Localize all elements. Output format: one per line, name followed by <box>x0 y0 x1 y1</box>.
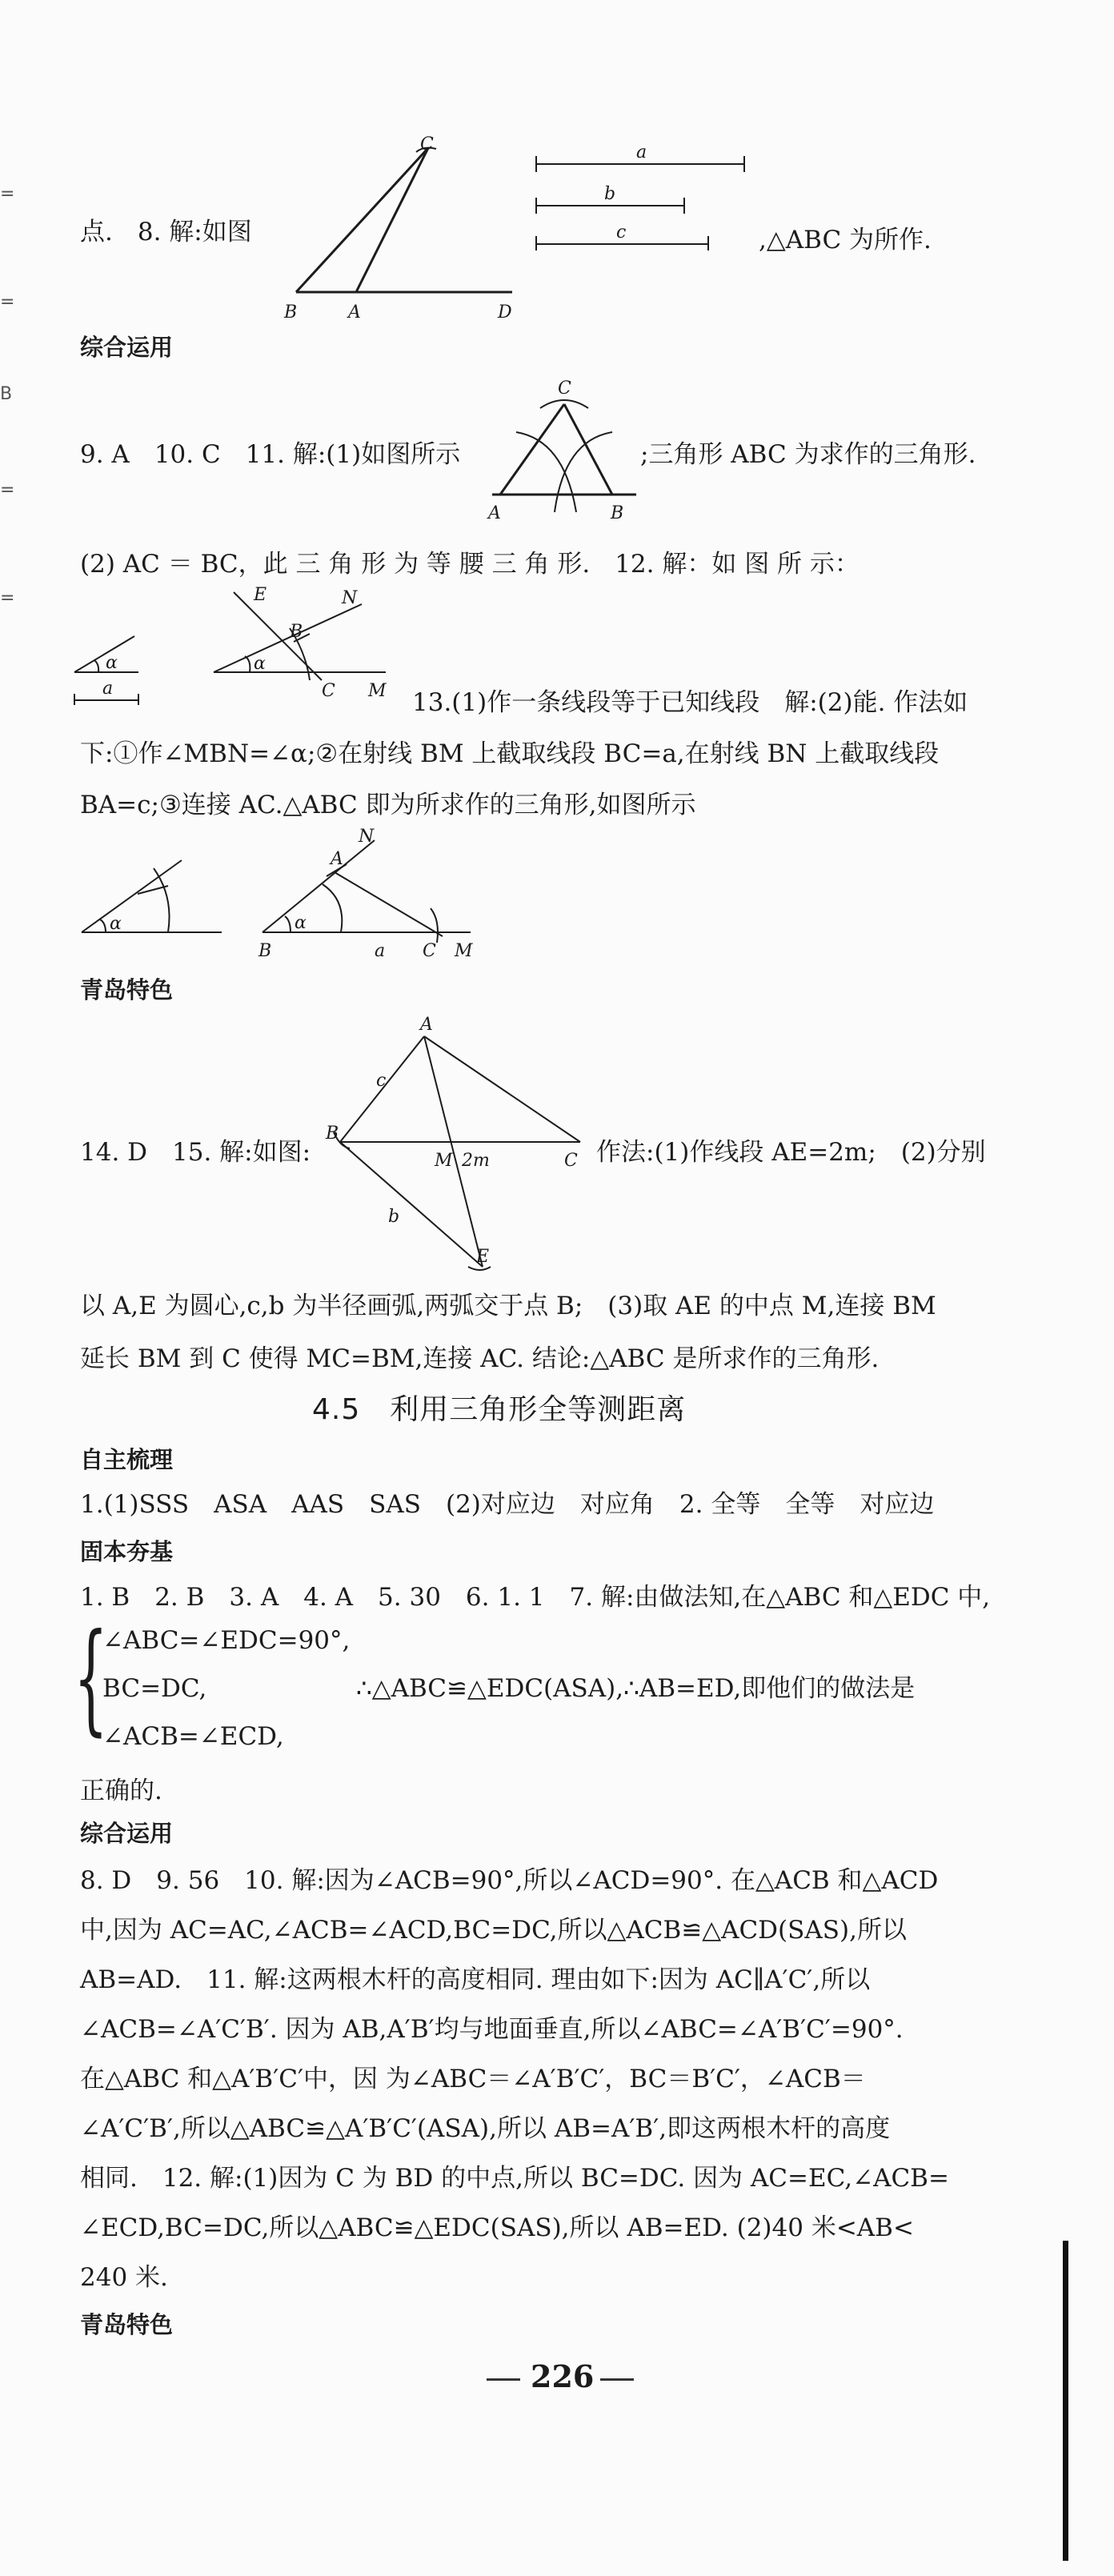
label-alpha: α <box>295 913 307 933</box>
label-c: C <box>558 379 571 399</box>
text-line: 点. 8. 解:如图 <box>80 218 252 246</box>
label-b: B <box>611 503 624 523</box>
text-line: ∠A′C′B′,所以△ABC≌△A′B′C′(ASA),所以 AB=A′B′,即这两根木杆的高度 <box>80 2114 891 2143</box>
page-number-dash <box>600 2378 634 2381</box>
margin-mark: = <box>0 292 15 312</box>
label-b: B <box>284 302 298 323</box>
label-m: M <box>368 681 387 701</box>
margin-mark: = <box>0 480 15 500</box>
page-number: 226 <box>531 2358 595 2394</box>
section-heading: 固本夯基 <box>80 1538 174 1565</box>
label-n: N <box>342 588 358 608</box>
text-line: AB=AD. 11. 解:这两根木杆的高度相同. 理由如下:因为 AC∥A′C′,所以 <box>80 1965 871 1994</box>
section-heading: 综合运用 <box>80 334 174 361</box>
margin-mark: = <box>0 184 15 204</box>
label-a: A <box>348 302 361 323</box>
label-a: A <box>488 503 501 523</box>
text-line: 240 米. <box>80 2263 168 2292</box>
text-line: 1. B 2. B 3. A 4. A 5. 30 6. 1. 1 7. 解:由做法知,在△ABC 和△EDC 中, <box>80 1583 991 1612</box>
text-line: ∠ACB=∠A′C′B′. 因为 AB,A′B′均与地面垂直,所以∠ABC=∠A′B′C′=90°. <box>80 2015 904 2044</box>
text-line: 1.(1)SSS ASA AAS SAS (2)对应边 对应角 2. 全等 全等 对应边 <box>80 1490 935 1519</box>
label-a: a <box>102 679 114 699</box>
label-b: B <box>258 941 272 961</box>
label-alpha: α <box>110 914 122 934</box>
label-m: M <box>455 941 473 961</box>
label-m: M <box>435 1151 453 1171</box>
text-line: ∠ACB=∠ECD, <box>102 1722 284 1751</box>
section-heading: 青岛特色 <box>80 976 174 1004</box>
text-line: ;三角形 ABC 为求作的三角形. <box>640 440 976 469</box>
text-line: 以 A,E 为圆心,c,b 为半径画弧,两弧交于点 B; (3)取 AE 的中点 M,连接 BM <box>80 1292 936 1320</box>
text-line: 14. D 15. 解:如图: <box>80 1138 311 1167</box>
section-heading: 综合运用 <box>80 1820 174 1847</box>
text-line: 在△ABC 和△A′B′C′中，因 为∠ABC＝∠A′B′C′，BC＝B′C′，∠ACB＝ <box>80 2065 866 2093</box>
label-a: A <box>331 849 343 869</box>
label-d: D <box>498 302 512 323</box>
margin-mark: = <box>0 588 15 608</box>
label-b: B <box>326 1124 339 1144</box>
text-line: 8. D 9. 56 10. 解:因为∠ACB=90°,所以∠ACD=90°. 在△ACB 和△ACD <box>80 1866 939 1895</box>
figure-problem-15 <box>308 1012 596 1284</box>
section-heading: 自主梳理 <box>80 1446 174 1473</box>
figure-problem-12-construction <box>210 576 398 712</box>
figure-problem-8-triangle <box>272 132 528 328</box>
label-seg-a: a <box>375 941 386 961</box>
figure-problem-11 <box>484 376 644 528</box>
section-title: 4.5 利用三角形全等测距离 <box>312 1393 687 1426</box>
label-a: A <box>420 1015 433 1035</box>
text-line: 正确的. <box>80 1777 162 1805</box>
text-line: ∠ABC=∠EDC=90°, <box>102 1626 351 1655</box>
figure-problem-12-angle <box>70 620 142 708</box>
label-b: B <box>290 622 303 642</box>
label-e: E <box>254 585 267 605</box>
label-alpha: α <box>106 653 118 673</box>
label-seg-b: b <box>604 184 616 204</box>
label-seg-a: a <box>636 142 647 162</box>
label-e: E <box>476 1247 490 1267</box>
figure-problem-13-angle <box>74 828 234 948</box>
figure-problem-8-segments <box>532 140 756 252</box>
text-line: (2) AC ＝ BC，此 三 角 形 为 等 腰 三 角 形. 12. 解：如 图 所 示： <box>80 550 860 579</box>
label-seg-c: c <box>616 222 627 242</box>
label-seg-c: c <box>376 1071 387 1091</box>
text-line: 9. A 10. C 11. 解:(1)如图所示 <box>80 440 461 469</box>
text-line: 13.(1)作一条线段等于已知线段 解:(2)能. 作法如 <box>412 688 968 717</box>
margin-mark: B <box>0 384 13 404</box>
label-n: N <box>359 827 375 847</box>
label-c: C <box>322 681 335 701</box>
label-alpha: α <box>254 654 266 674</box>
text-line: ∴△ABC≌△EDC(ASA),∴AB=ED,即他们的做法是 <box>356 1674 916 1703</box>
text-line: ,△ABC 为所作. <box>759 226 932 254</box>
text-line: 延长 BM 到 C 使得 MC=BM,连接 AC. 结论:△ABC 是所求作的三角形. <box>80 1344 880 1373</box>
section-heading: 青岛特色 <box>80 2311 174 2338</box>
brace: { <box>74 1608 108 1748</box>
label-c: C <box>423 941 436 961</box>
figure-problem-13-construction <box>254 816 487 964</box>
label-c: C <box>564 1151 578 1171</box>
label-seg-b: b <box>388 1207 400 1227</box>
text-line: BA=c;③连接 AC.△ABC 即为所求作的三角形,如图所示 <box>80 791 696 819</box>
label-2m: 2m <box>462 1151 490 1171</box>
text-line: ∠ECD,BC=DC,所以△ABC≌△EDC(SAS),所以 AB=ED. (2)40 米<AB< <box>80 2213 914 2242</box>
page-number-dash <box>487 2378 520 2381</box>
text-line: 作法:(1)作线段 AE=2m; (2)分别 <box>596 1138 986 1167</box>
text-line: BC=DC, <box>102 1674 207 1703</box>
label-c: C <box>420 134 434 154</box>
text-line: 相同. 12. 解:(1)因为 C 为 BD 的中点,所以 BC=DC. 因为 AC=EC,∠ACB= <box>80 2164 949 2193</box>
scan-edge <box>1063 2241 1068 2561</box>
text-line: 下:①作∠MBN=∠α;②在射线 BM 上截取线段 BC=a,在射线 BN 上截取线段 <box>80 739 940 768</box>
text-line: 中,因为 AC=AC,∠ACB=∠ACD,BC=DC,所以△ACB≌△ACD(SAS),所以 <box>80 1916 907 1945</box>
